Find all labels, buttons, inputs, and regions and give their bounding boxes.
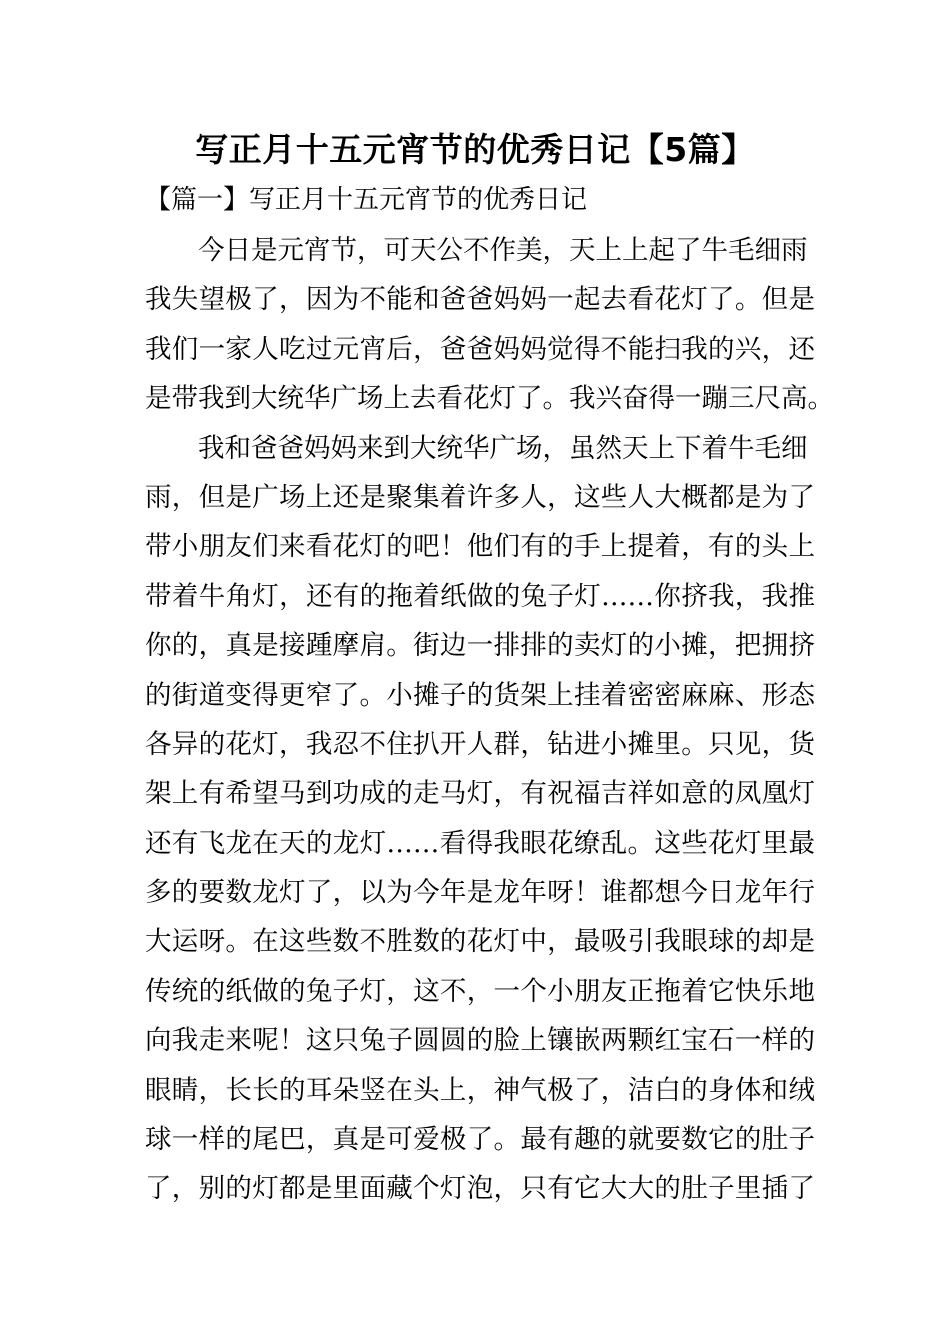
paragraph-line: 今日是元宵节，可天公不作美，天上上起了牛毛细雨 bbox=[198, 235, 808, 266]
paragraph-line: 向我走来呢！这只兔子圆圆的脸上镶嵌两颗红宝石一样的 bbox=[145, 1025, 815, 1057]
paragraph-line: 我和爸爸妈妈来到大统华广场，虽然天上下着牛毛细 bbox=[198, 432, 808, 464]
paragraph-line: 多的要数龙灯了，以为今年是龙年呀！谁都想今日龙年行 bbox=[145, 877, 815, 909]
paragraph-line: 眼睛，长长的耳朵竖在头上，神气极了，洁白的身体和绒 bbox=[145, 1074, 815, 1106]
paragraph-line: 架上有希望马到功成的走马灯，有祝福吉祥如意的凤凰灯 bbox=[145, 778, 815, 810]
paragraph-line: 带小朋友们来看花灯的吧！他们有的手上提着，有的头上 bbox=[145, 531, 815, 563]
paragraph-line: 了，别的灯都是里面藏个灯泡，只有它大大的肚子里插了 bbox=[145, 1173, 815, 1205]
paragraph-line: 是带我到大统华广场上去看花灯了。我兴奋得一蹦三尺高。 bbox=[145, 383, 834, 415]
section-heading: 【篇一】写正月十五元宵节的优秀日记 bbox=[145, 185, 588, 215]
paragraph-line: 雨，但是广场上还是聚集着许多人，这些人大概都是为了 bbox=[145, 481, 815, 513]
paragraph-line: 各异的花灯，我忍不住扒开人群，钻进小摊里。只见，货 bbox=[145, 728, 815, 760]
paragraph-line: 传统的纸做的兔子灯，这不，一个小朋友正拖着它快乐地 bbox=[145, 975, 815, 1007]
paragraph-line: 球一样的尾巴，真是可爱极了。最有趣的就要数它的肚子 bbox=[145, 1124, 815, 1156]
paragraph-line: 你的，真是接踵摩肩。街边一排排的卖灯的小摊，把拥挤 bbox=[145, 630, 815, 662]
paragraph-line: 的街道变得更窄了。小摊子的货架上挂着密密麻麻、形态 bbox=[145, 679, 815, 711]
paragraph-line: 大运呀。在这些数不胜数的花灯中，最吸引我眼球的却是 bbox=[145, 926, 815, 958]
paragraph-line: 我们一家人吃过元宵后，爸爸妈妈觉得不能扫我的兴，还 bbox=[145, 333, 815, 365]
document-title: 写正月十五元宵节的优秀日记【5篇】 bbox=[195, 130, 755, 169]
body-text bbox=[145, 226, 834, 1214]
paragraph-line: 还有飞龙在天的龙灯……看得我眼花缭乱。这些花灯里最 bbox=[145, 827, 815, 859]
paragraph-line: 我失望极了，因为不能和爸爸妈妈一起去看花灯了。但是 bbox=[145, 284, 815, 316]
paragraph-line: 带着牛角灯，还有的拖着纸做的兔子灯……你挤我，我推 bbox=[145, 580, 815, 612]
